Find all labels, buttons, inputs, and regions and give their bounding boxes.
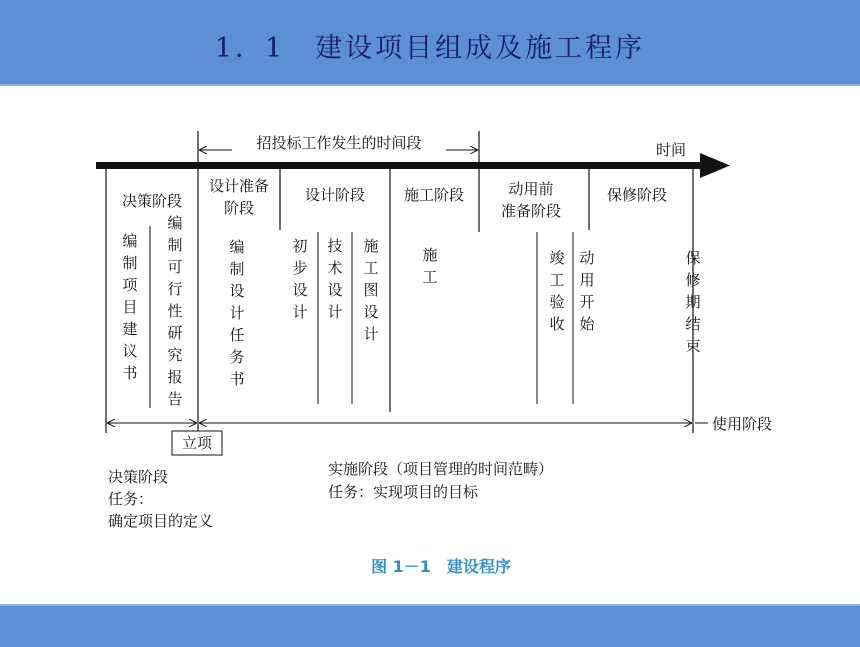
task-start-use: 动用开始	[579, 249, 595, 333]
phase-construction: 施工阶段	[403, 186, 465, 204]
footer-bar	[0, 604, 860, 647]
figure-caption: 图 1－1 建设程序	[371, 557, 511, 576]
approval-box	[172, 431, 222, 455]
task-technical-design: 技术设计	[327, 237, 343, 321]
task-construction-drawing: 施工图设计	[363, 237, 379, 343]
task-labels	[122, 214, 700, 408]
task-design-brief: 编制设计任务书	[229, 238, 245, 388]
decision-note-line1: 决策阶段	[108, 468, 169, 486]
implementation-note-line1: 实施阶段（项目管理的时间范畴）	[328, 460, 554, 478]
phase-design-prep-line1: 设计准备	[208, 177, 270, 195]
phase-headings	[122, 177, 667, 220]
implementation-note	[328, 460, 553, 501]
task-feasibility: 编制可行性研究报告	[167, 214, 183, 408]
task-construction: 施工	[422, 246, 438, 286]
decision-note-line3: 确定项目的定义	[108, 512, 214, 530]
decision-note	[108, 468, 213, 530]
decision-note-line2: 任务：	[108, 490, 154, 508]
phase-pre-use-line2: 准备阶段	[500, 202, 562, 220]
task-dividers	[150, 226, 573, 408]
bidding-period-bracket	[198, 131, 479, 162]
task-warranty-end: 保修期结束	[685, 249, 701, 355]
task-acceptance: 竣工验收	[549, 249, 565, 333]
task-proposal: 编制项目建议书	[122, 232, 138, 382]
implementation-note-line2: 任务：实现项目的目标	[328, 483, 479, 501]
phase-decision: 决策阶段	[121, 192, 183, 210]
task-preliminary-design: 初步设计	[292, 237, 308, 321]
phase-warranty: 保修阶段	[606, 186, 668, 204]
phase-design-prep-line2: 阶段	[223, 199, 255, 217]
time-label: 时间	[656, 141, 687, 159]
bidding-period-label: 招投标工作发生的时间段	[256, 134, 422, 152]
use-phase-label: 使用阶段	[712, 415, 773, 433]
phase-pre-use-line1: 动用前	[508, 180, 554, 198]
approval-label: 立项	[181, 434, 213, 452]
slide-title: 1．1 建设项目组成及施工程序	[214, 33, 646, 64]
phase-boundaries	[106, 169, 693, 433]
phase-design: 设计阶段	[304, 186, 366, 204]
